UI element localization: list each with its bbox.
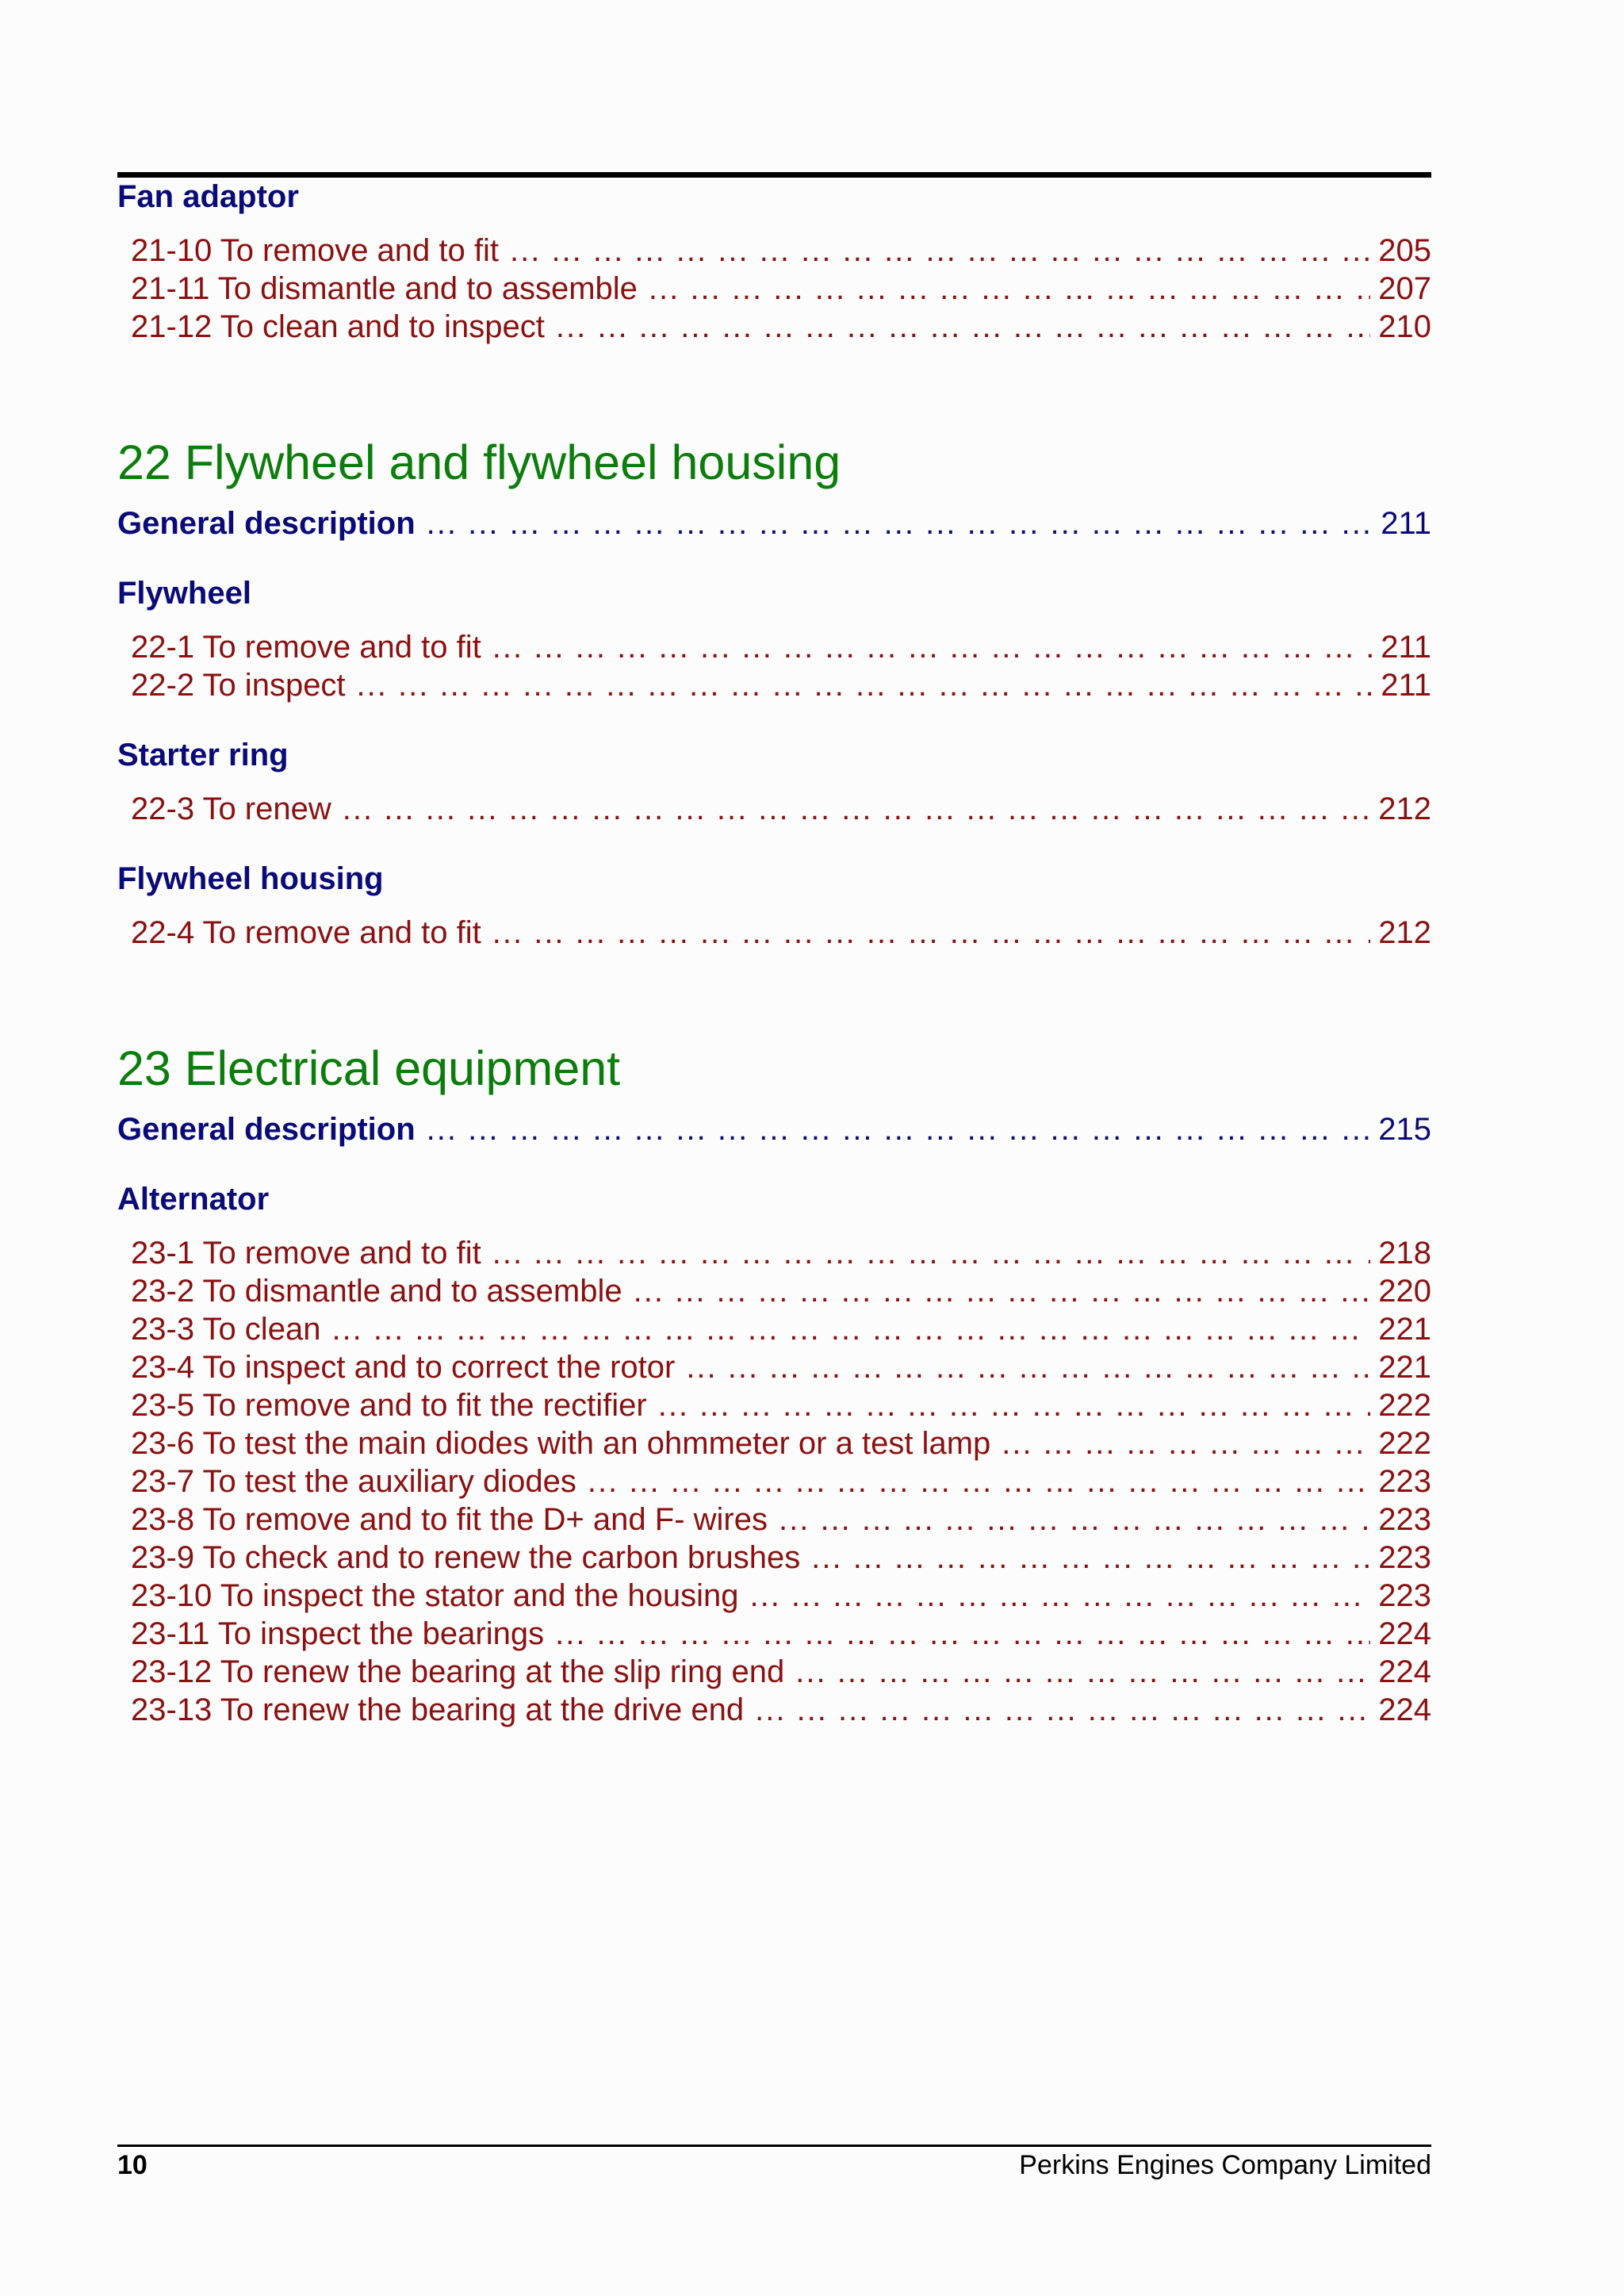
entry-page-number: 211 (1381, 630, 1431, 665)
toc-entry[interactable] (117, 1234, 1431, 1272)
entry-page-number: 215 (1378, 1112, 1431, 1147)
entry-page-number: 207 (1378, 271, 1431, 306)
dot-leader (755, 1691, 1370, 1729)
toc-entry-general-description[interactable] (117, 1110, 1431, 1148)
dot-leader (492, 1234, 1371, 1272)
dot-leader (634, 1272, 1371, 1310)
entry-page-number: 222 (1378, 1388, 1431, 1423)
toc-entry[interactable] (117, 270, 1431, 308)
group-heading-fan-adaptor: Fan adaptor (117, 179, 299, 214)
toc-entry[interactable] (117, 914, 1431, 952)
document-page (117, 0, 1431, 2296)
entry-label: 21-11 To dismantle and to assemble (131, 271, 638, 306)
entry-page-number: 224 (1378, 1654, 1431, 1689)
entry-label: 22-2 To inspect (131, 668, 346, 703)
dot-leader (427, 1110, 1371, 1148)
entry-page-number: 211 (1381, 506, 1431, 541)
toc-entry[interactable] (117, 1348, 1431, 1386)
group-heading-alternator: Alternator (117, 1182, 270, 1217)
group-heading-flywheel: Flywheel (117, 576, 251, 611)
top-rule (117, 172, 1431, 178)
toc-entry[interactable] (117, 1386, 1431, 1424)
entry-label: 22-3 To renew (131, 792, 331, 826)
fan-adaptor-section (117, 178, 1431, 346)
dot-leader (492, 914, 1371, 952)
entry-label: 23-3 To clean (131, 1312, 321, 1347)
entry-label: 21-12 To clean and to inspect (131, 309, 545, 344)
dot-leader (357, 666, 1373, 704)
entry-label: 23-10 To inspect the stator and the housing (131, 1578, 739, 1613)
entry-label: 23-2 To dismantle and to assemble (131, 1274, 622, 1309)
entry-label: General description (117, 506, 416, 541)
entry-page-number: 212 (1378, 792, 1431, 826)
toc-entry[interactable] (117, 1615, 1431, 1653)
entry-page-number: 220 (1378, 1274, 1431, 1309)
dot-leader (686, 1348, 1370, 1386)
entry-page-number: 221 (1378, 1350, 1431, 1385)
dot-leader (555, 1615, 1370, 1653)
dot-leader (343, 790, 1370, 828)
dot-leader (779, 1501, 1370, 1539)
toc-entry[interactable] (117, 1691, 1431, 1729)
dot-leader (1002, 1424, 1370, 1462)
entry-label: 23-13 To renew the bearing at the drive end (131, 1692, 745, 1727)
toc-entry[interactable] (117, 1272, 1431, 1310)
dot-leader (749, 1577, 1370, 1615)
toc-entry[interactable] (117, 232, 1431, 270)
toc-entry[interactable] (117, 790, 1431, 828)
dot-leader (811, 1539, 1370, 1577)
toc-entry-general-description[interactable] (117, 504, 1431, 542)
entry-label: 21-10 To remove and to fit (131, 233, 499, 268)
dot-leader (649, 270, 1370, 308)
toc-entry[interactable] (117, 1577, 1431, 1615)
dot-leader (510, 232, 1370, 270)
entry-label: 22-1 To remove and to fit (131, 630, 481, 665)
footer-company-name: Perkins Engines Company Limited (1019, 2150, 1431, 2180)
dot-leader (795, 1653, 1370, 1691)
toc-entry[interactable] (117, 1424, 1431, 1462)
entry-page-number: 210 (1378, 309, 1431, 344)
entry-label: 23-7 To test the auxiliary diodes (131, 1464, 576, 1499)
dot-leader (588, 1462, 1370, 1501)
chapter-23-section (117, 1041, 1431, 1729)
entry-label: 23-8 To remove and to fit the D+ and F- wires (131, 1502, 768, 1537)
dot-leader (556, 308, 1370, 346)
entry-page-number: 212 (1378, 915, 1431, 950)
entry-label: 23-4 To inspect and to correct the rotor (131, 1350, 676, 1385)
bottom-rule (117, 2145, 1431, 2147)
entry-page-number: 223 (1378, 1502, 1431, 1537)
chapter-22-section (117, 435, 1431, 952)
entry-page-number: 224 (1378, 1616, 1431, 1651)
dot-leader (492, 628, 1373, 666)
entry-page-number: 218 (1378, 1236, 1431, 1271)
toc-entry[interactable] (117, 1310, 1431, 1348)
toc-entry[interactable] (117, 628, 1431, 666)
entry-page-number: 205 (1378, 233, 1431, 268)
dot-leader (331, 1310, 1370, 1348)
toc-entry[interactable] (117, 1653, 1431, 1691)
entry-page-number: 223 (1378, 1464, 1431, 1499)
entry-page-number: 222 (1378, 1426, 1431, 1461)
entry-page-number: 224 (1378, 1692, 1431, 1727)
entry-label: 23-12 To renew the bearing at the slip ring end (131, 1654, 785, 1689)
entry-label: 23-9 To check and to renew the carbon brushes (131, 1540, 801, 1575)
toc-entry[interactable] (117, 1539, 1431, 1577)
dot-leader (427, 504, 1373, 542)
entry-page-number: 211 (1381, 668, 1431, 703)
dot-leader (658, 1386, 1371, 1424)
chapter-title-23: 23 Electrical equipment (117, 1041, 621, 1095)
toc-entry[interactable] (117, 1501, 1431, 1539)
entry-label: General description (117, 1112, 416, 1147)
group-heading-starter-ring: Starter ring (117, 738, 289, 772)
toc-entry[interactable] (117, 1462, 1431, 1501)
entry-page-number: 223 (1378, 1540, 1431, 1575)
entry-label: 23-6 To test the main diodes with an ohmmeter or a test lamp (131, 1426, 991, 1461)
entry-page-number: 221 (1378, 1312, 1431, 1347)
entry-label: 23-5 To remove and to fit the rectifier (131, 1388, 647, 1423)
entry-label: 23-11 To inspect the bearings (131, 1616, 545, 1651)
entry-page-number: 223 (1378, 1578, 1431, 1613)
toc-content (117, 178, 1431, 1729)
chapter-title-22: 22 Flywheel and flywheel housing (117, 435, 841, 489)
toc-entry[interactable] (117, 308, 1431, 346)
group-heading-flywheel-housing: Flywheel housing (117, 861, 384, 896)
entry-label: 22-4 To remove and to fit (131, 915, 481, 950)
entry-label: 23-1 To remove and to fit (131, 1236, 481, 1271)
footer-page-number: 10 (117, 2150, 147, 2180)
toc-entry[interactable] (117, 666, 1431, 704)
